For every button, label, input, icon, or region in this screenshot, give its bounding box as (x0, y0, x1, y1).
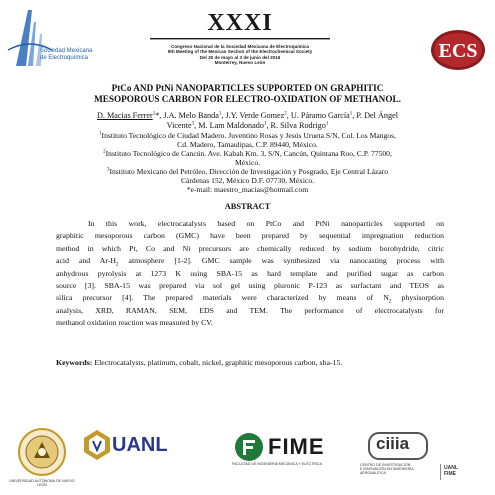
ciiia-uanl-fime (444, 465, 458, 477)
author-7-sup: 1 (325, 120, 329, 126)
congress-line-4: Monterrey, Nuevo León (214, 60, 266, 66)
author-2: , J.A. Melo Banda (159, 111, 219, 120)
abstract-line-9: methanol oxidation reaction was measured by CV. (56, 318, 213, 328)
author-1-sup: 1 (152, 111, 156, 117)
paper-title (20, 83, 475, 105)
abstract-line-3: method in which Pt, Co and Ni precursors are chemically reduced by sodium borohydride, citric (56, 243, 444, 253)
fime-emblem-icon (234, 432, 264, 462)
abstract-line-7-suffix: physisorption (391, 293, 445, 303)
ciiia-caption-3: AERONÁUTICA (360, 471, 386, 476)
affil-1-line-1: Instituto Tecnológico de Ciudad Madero. Juventino Rosas y Jesús Urueta S/N, Col. Los Mangos, (101, 131, 396, 140)
affil-2-line-1: Instituto Tecnológico de Cancún. Ave. Kabah Km. 3, S/N, Cancún, Quintana Roo, C.P. 77500, (105, 149, 392, 158)
ciiia-caption-1: CENTRO DE INVESTIGACIÓN (360, 463, 411, 467)
congress-number: XXXI (207, 10, 273, 36)
abstract-body (56, 218, 444, 330)
ecs-logo-text: ECS (438, 40, 478, 62)
uanl-emblem-icon (82, 428, 112, 462)
author-list (30, 111, 465, 130)
affil-2-sup: 2 (103, 149, 106, 155)
keywords (56, 358, 456, 368)
author-5-cont: Vicente (166, 120, 192, 130)
smq-name-line-1: Sociedad Mexicana (40, 48, 93, 54)
affil-3-line-2: Cárdenas 152, México D.F. 07730, México. (180, 176, 315, 185)
keywords-label: Keywords: (56, 358, 93, 367)
author-5: , P. Del Ángel (352, 111, 398, 120)
congress-info (150, 44, 330, 66)
congress-rule-icon (150, 36, 330, 42)
affil-2-line-2: México. (234, 158, 261, 167)
uanl-seal-caption: UNIVERSIDAD AUTÓNOMA DE NUEVO LEÓN (9, 479, 75, 488)
ciiia-wordmark: ciiia (376, 434, 410, 453)
ciiia-caption-2: E INNOVACIÓN EN INGENIERÍA (360, 467, 414, 472)
author-6-sup: 1 (263, 120, 267, 126)
author-3: , J.Y. Verde Gomez (221, 111, 285, 120)
abstract-line-7-n2-sub: 2 (388, 299, 392, 305)
author-2-sup: 1 (218, 111, 222, 117)
title-line-2: MESOPOROUS CARBON FOR ELECTRO-OXIDATION OF METHANOL. (94, 94, 401, 104)
abstract-line-1: In this work, electrocatalysts based on PtCo and PtNi nanoparticles supported on (88, 219, 444, 228)
affil-3-line-1: Instituto Mexicano del Petróleo, Dirección de Investigación y Posgrado, Eje Central Lázaro (109, 167, 389, 176)
ciiia-fime: FIME (444, 471, 456, 477)
abstract-line-6: source [3]. SBA-15 was prepared via sol gel using pluronic P-123 as surfactant and TEOS as (56, 281, 444, 291)
abstract-line-7 (56, 292, 444, 304)
abstract-line-7-n2: N (383, 293, 389, 303)
ecs-logo-icon (430, 28, 486, 72)
affil-3-sup: 3 (106, 167, 110, 173)
abstract-line-4-prefix: acid and Ar-H (56, 256, 117, 266)
keywords-text: Electrocatalysts, platinum, cobalt, nickel, graphitic mesoporous carbon, sba-15. (92, 358, 343, 367)
abstract-line-2: graphitic mesoporous carbon (GMC) have been prepared by sequential impregnation reduction (56, 231, 444, 241)
contact-email: *e-mail: maestro_macias@hotmail.com (186, 185, 309, 194)
congress-line-1: Congreso Nacional de la Sociedad Mexicana de Electroquímica (170, 44, 310, 49)
title-line-1: PtCo AND PtNi NANOPARTICLES SUPPORTED ON GRAPHITIC (111, 83, 384, 93)
author-5-sup: 3 (191, 120, 195, 126)
author-7: , R. Silva Rodrigo (266, 120, 326, 130)
affil-1-sup: 1 (99, 131, 102, 137)
conference-header (0, 0, 495, 90)
abstract-line-7-prefix: silica precursor [4]. The prepared materials were characterized by means of (56, 293, 374, 303)
abstract-line-8: analysis, XRD, RAMAN, SEM, EDS and TEM. The performance of electrocatalysts for (56, 305, 444, 315)
abstract-line-5: anhydrous pyrolysis at 1273 K using SBA-15 as hard template and purified sugar as carbon (56, 268, 444, 278)
congress-line-2: 9th Meeting of the Mexican Section of the Electrochemical Society (167, 49, 313, 55)
author-1: D. Macias Ferrer (96, 111, 153, 120)
author-4: , U. Páramo García (286, 111, 350, 120)
abstract-heading: ABSTRACT (224, 202, 271, 211)
author-1-star: * (155, 111, 160, 120)
abstract-line-4-sub: 2 (116, 262, 119, 268)
congress-line-3: Del 30 de mayo al 3 de junio del 2016 (199, 54, 281, 60)
affil-1-line-2: Cd. Madero, Tamaulipas, C.P. 89440, México. (177, 140, 318, 149)
uanl-seal-icon (18, 428, 66, 476)
uanl-wordmark: UANL (112, 434, 168, 456)
affiliations (20, 131, 475, 194)
author-6: , M. Lam Maldonado (194, 120, 264, 130)
footer-divider (440, 464, 441, 480)
abstract-line-4-rest: atmosphere [1-2]. GMC sample was synthesized via nanocasting process with (128, 256, 444, 266)
smq-name-line-2: de Electroquímica (40, 55, 89, 61)
abstract-line-4 (56, 255, 444, 267)
author-4-sup: 1 (349, 111, 353, 117)
ciiia-caption (360, 463, 438, 476)
fime-wordmark: FIME (268, 434, 325, 459)
author-3-sup: 2 (284, 111, 287, 117)
ciiia-uanl: UANL (444, 465, 458, 471)
fime-caption: FACULTAD DE INGENIERÍA MECÁNICA Y ELÉCTRICA (232, 462, 322, 466)
